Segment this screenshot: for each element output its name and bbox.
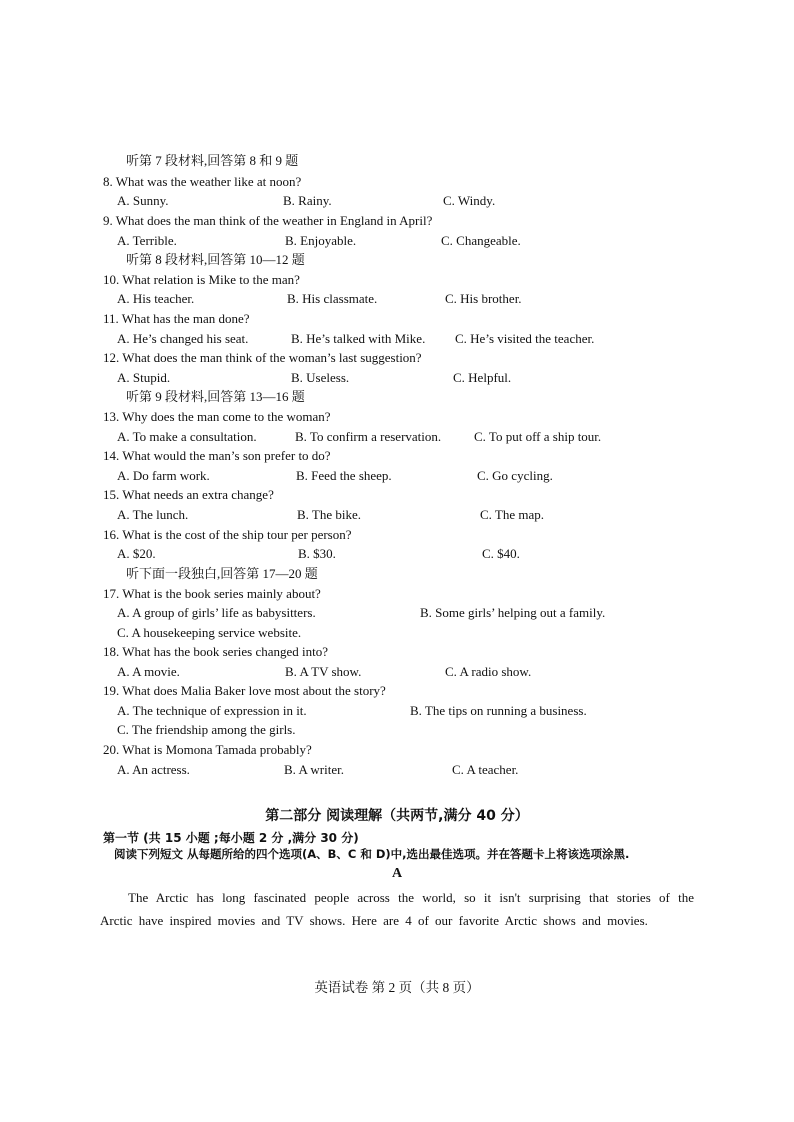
option-8c: C. Windy. [443,193,496,208]
option-20b: B. A writer. [284,762,344,777]
option-13a: A. To make a consultation. [117,429,257,444]
option-20a: A. An actress. [117,762,190,777]
option-17b: B. Some girls’ helping out a family. [420,605,606,620]
option-8b: B. Rainy. [283,193,332,208]
question-18: 18. What has the book series changed into? [103,644,329,659]
option-10b: B. His classmate. [287,291,378,306]
question-19: 19. What does Malia Baker love most about the story? [103,683,386,698]
option-15a: A. The lunch. [117,507,189,522]
option-17c: C. A housekeeping service website. [117,625,302,640]
option-19c: C. The friendship among the girls. [117,722,296,737]
question-9: 9. What does the man think of the weather in England in April? [103,213,433,228]
question-10: 10. What relation is Mike to the man? [103,272,300,287]
option-12c: C. Helpful. [453,370,512,385]
question-20: 20. What is Momona Tamada probably? [103,742,312,757]
question-8: 8. What was the weather like at noon? [103,174,302,189]
option-19a: A. The technique of expression in it. [117,703,307,718]
part-two-title: 第二部分 阅读理解（共两节,满分 40 分） [265,808,529,824]
option-9c: C. Changeable. [441,233,521,248]
question-14: 14. What would the man’s son prefer to do? [103,448,331,463]
option-14c: C. Go cycling. [477,468,553,483]
option-18c: C. A radio show. [445,664,532,679]
option-8a: A. Sunny. [117,193,169,208]
option-19b: B. The tips on running a business. [410,703,587,718]
option-11b: B. He’s talked with Mike. [291,331,426,346]
option-15c: C. The map. [480,507,545,522]
option-16c: C. $40. [482,546,520,561]
option-16b: B. $30. [298,546,336,561]
section-heading-8: 听第 8 段材料,回答第 10—12 题 [126,252,305,267]
option-12a: A. Stupid. [117,370,171,385]
option-20c: C. A teacher. [452,762,519,777]
question-16: 16. What is the cost of the ship tour per person? [103,527,352,542]
option-11c: C. He’s visited the teacher. [455,331,595,346]
option-9a: A. Terrible. [117,233,177,248]
option-17a: A. A group of girls’ life as babysitters. [117,605,316,620]
option-18b: B. A TV show. [285,664,362,679]
option-12b: B. Useless. [291,370,350,385]
reading-instruction: 阅读下列短文 从每题所给的四个选项(A、B、C 和 D)中,选出最佳选项。并在答题卡上将该选项涂黑. [114,847,630,861]
question-11: 11. What has the man done? [103,311,250,326]
option-15b: B. The bike. [297,507,362,522]
question-12: 12. What does the man think of the woman’s last suggestion? [103,350,422,365]
page-footer: 英语试卷 第 2 页（共 8 页） [314,980,480,995]
section-heading-10: 听下面一段独白,回答第 17—20 题 [126,566,318,581]
option-10a: A. His teacher. [117,291,195,306]
section-heading-9: 听第 9 段材料,回答第 13—16 题 [126,389,305,404]
question-15: 15. What needs an extra change? [103,487,274,502]
option-14a: A. Do farm work. [117,468,210,483]
question-17: 17. What is the book series mainly about? [103,586,321,601]
option-13b: B. To confirm a reservation. [295,429,442,444]
section-heading-7: 听第 7 段材料,回答第 8 和 9 题 [126,153,299,168]
option-9b: B. Enjoyable. [285,233,357,248]
option-10c: C. His brother. [445,291,522,306]
option-13c: C. To put off a ship tour. [474,429,602,444]
option-16a: A. $20. [117,546,156,561]
option-11a: A. He’s changed his seat. [117,331,249,346]
passage-paragraph: The Arctic has long fascinated people across the world, so it isn't surprising that stories of the Arctic have inspired movies and TV shows. Here are 4 of our favorite Arctic shows and movies. [100,890,694,928]
option-14b: B. Feed the sheep. [296,468,392,483]
question-13: 13. Why does the man come to the woman? [103,409,331,424]
option-18a: A. A movie. [117,664,180,679]
section-one-heading: 第一节 (共 15 小题 ;每小题 2 分 ,满分 30 分) [103,831,359,845]
passage-label: A [391,866,403,881]
